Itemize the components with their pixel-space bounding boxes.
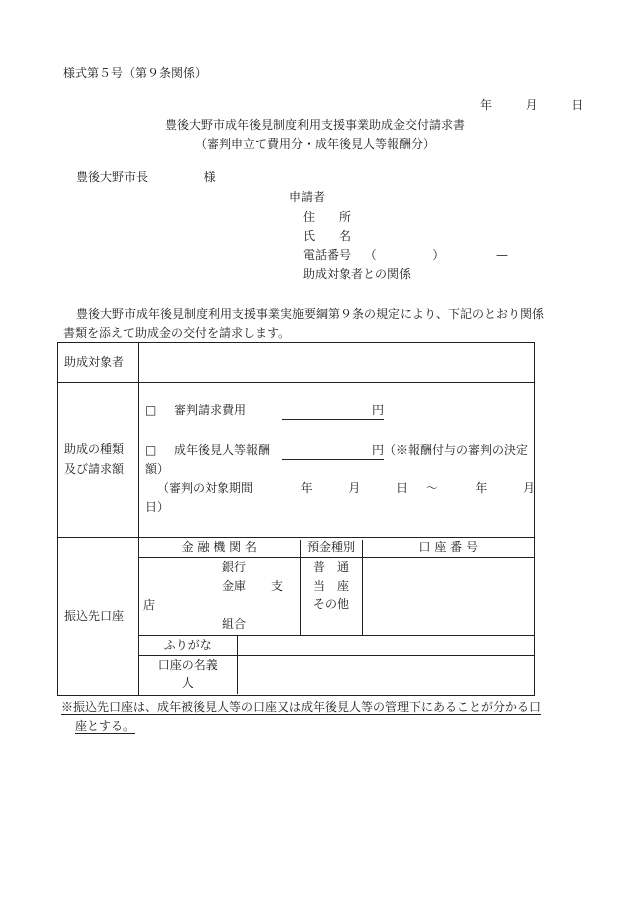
period-month-1: 月 <box>348 481 361 495</box>
applicant-address-label: 住 所 <box>303 210 352 224</box>
item2-checkbox[interactable]: □ <box>145 443 157 457</box>
applicant-phone <box>303 248 508 264</box>
bank-cell <box>139 538 535 696</box>
period-start: （審判の対象期間 <box>157 481 254 495</box>
item1-row <box>145 403 246 419</box>
item2-yen: 円 <box>372 443 384 460</box>
item2-label: 成年後見人等報酬 <box>174 443 271 457</box>
bank-label: 振込先口座 <box>58 538 139 696</box>
col-bank-name: 金 融 機 関 名 <box>139 540 300 558</box>
holder-value[interactable] <box>237 656 534 694</box>
footnote-line-1 <box>61 700 541 716</box>
bank-name-cell[interactable] <box>139 558 300 636</box>
item1-amount[interactable] <box>282 403 384 420</box>
addressee <box>76 170 216 186</box>
item2-note-2: 額） <box>145 462 170 476</box>
footnote-text-2: 座とする。 <box>75 719 136 733</box>
form-number: 様式第５号（第９条関係） <box>63 66 208 80</box>
addressee-honorific: 様 <box>203 170 216 184</box>
period-tilde: ～ <box>425 481 438 495</box>
bank-type-kumiai: 組合 <box>222 617 247 631</box>
phone-close-paren: ） <box>432 248 445 262</box>
deposit-ordinary: 普 通 <box>313 560 350 574</box>
subject-label: 助成対象者 <box>58 343 139 383</box>
item1-checkbox[interactable]: □ <box>145 403 157 417</box>
item2-row <box>145 443 270 459</box>
type-label <box>58 383 139 538</box>
col-account-number: 口 座 番 号 <box>362 540 534 558</box>
holder-label-line-2: 人 <box>181 676 194 691</box>
holder-label-line-1: 口座の名義 <box>157 657 218 672</box>
date-day: 日 <box>571 98 584 112</box>
intro-line-1: 豊後大野市成年後見制度利用支援事業実施要綱第９条の規定により、下記のとおり関係 <box>76 307 545 321</box>
deposit-current: 当 座 <box>313 578 350 593</box>
date-line <box>480 98 583 114</box>
type-label-line-1: 助成の種類 <box>64 442 125 457</box>
item1-yen: 円 <box>372 403 384 420</box>
subject-value[interactable] <box>139 343 535 383</box>
type-cell <box>139 383 535 538</box>
item1-label: 審判請求費用 <box>174 403 247 417</box>
date-year: 年 <box>480 98 493 112</box>
footnote-line-2 <box>75 719 135 735</box>
deposit-type-cell[interactable] <box>300 558 362 636</box>
intro-line-2: 書類を添えて助成金の交付を請求します。 <box>63 326 291 340</box>
period-month-2: 月 <box>523 481 536 495</box>
period-year-2: 年 <box>475 481 488 495</box>
bank-branch-label-1: 支 <box>271 579 284 593</box>
period-row <box>157 481 535 497</box>
bank-inner-table <box>139 540 534 694</box>
bank-type-bank: 銀行 <box>222 560 247 574</box>
phone-open-paren: （ <box>364 248 377 262</box>
account-number-cell[interactable] <box>362 558 534 636</box>
applicant-relation-label: 助成対象者との関係 <box>303 267 412 281</box>
applicant-name-label: 氏 名 <box>303 229 352 243</box>
type-label-line-2: 及び請求額 <box>64 462 125 476</box>
date-month: 月 <box>525 98 538 112</box>
document-subtitle: （審判申立て費用分・成年後見人等報酬分） <box>194 137 435 151</box>
request-table <box>57 342 535 696</box>
item2-amount[interactable] <box>282 443 528 460</box>
bank-branch-label-2: 店 <box>143 598 156 612</box>
col-deposit-type: 預金種別 <box>300 540 362 558</box>
period-year-1: 年 <box>300 481 313 495</box>
phone-label: 電話番号 <box>303 248 352 262</box>
period-end-day: 日） <box>145 500 170 514</box>
deposit-other: その他 <box>313 597 350 612</box>
document-title: 豊後大野市成年後見制度利用支援事業助成金交付請求書 <box>164 118 465 132</box>
bank-type-shinkin: 金庫 <box>222 579 247 593</box>
holder-label <box>139 656 237 694</box>
footnote-text-1: ※振込先口座は、成年被後見人等の口座又は成年後見人等の管理下にあることが分かる口 <box>61 700 542 714</box>
furigana-label: ふりがな <box>139 636 237 656</box>
applicant-heading: 申請者 <box>289 190 326 204</box>
period-day-1: 日 <box>396 481 409 495</box>
phone-dash: — <box>496 248 509 262</box>
furigana-value[interactable] <box>237 636 534 656</box>
item2-note: （※報酬付与の審判の決定 <box>384 443 529 457</box>
addressee-name: 豊後大野市長 <box>76 170 149 184</box>
